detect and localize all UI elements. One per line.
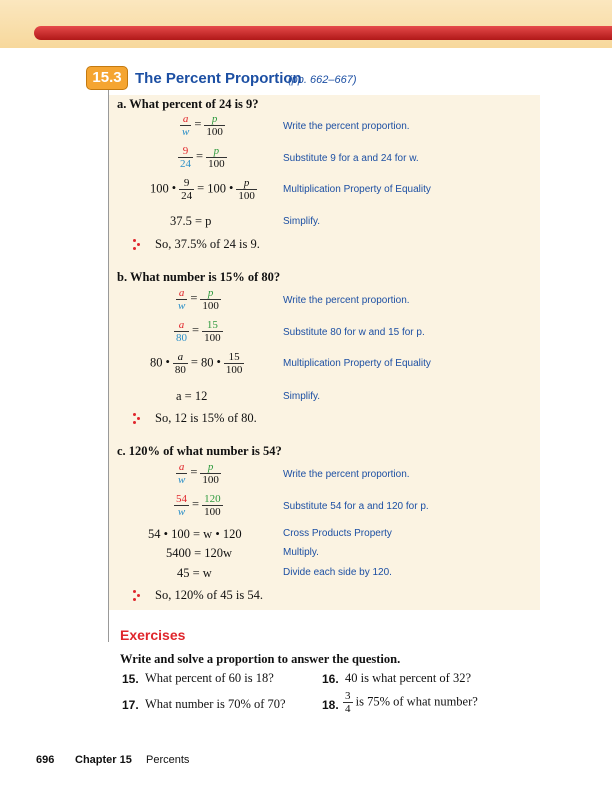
example-b-step-1: $\frac{a}{w}$ = $\frac{p}{100}$ xyxy=(178,287,219,312)
example-a-step-3-explanation: Multiplication Property of Equality xyxy=(283,184,431,195)
example-c-step-4: 5400 = 120w xyxy=(166,546,233,560)
example-a-answer: So, 37.5% of 24 is 9. xyxy=(155,237,260,251)
exercise-number: 15. xyxy=(122,672,139,686)
example-a-step-3: 100 • $\frac{9}{24}$ = 100 • $\frac{p}{100}$ xyxy=(150,177,255,202)
example-c-question: c. 120% of what number is 54? xyxy=(117,444,282,458)
section-badge: 15.3 xyxy=(86,66,128,90)
exercise-text: What percent of 60 is 18? xyxy=(145,671,274,685)
example-a-step-1-explanation: Write the percent proportion. xyxy=(283,121,410,132)
example-c-step-3-explanation: Cross Products Property xyxy=(283,528,392,539)
top-band xyxy=(0,0,612,48)
page-number: 696 xyxy=(36,754,55,766)
example-c-step-1-explanation: Write the percent proportion. xyxy=(283,469,410,480)
answer-arrow-icon xyxy=(133,590,141,602)
example-a-step-4-explanation: Simplify. xyxy=(283,216,321,227)
answer-arrow-icon xyxy=(133,239,141,251)
example-b-step-4-explanation: Simplify. xyxy=(283,391,321,402)
example-a-step-2-explanation: Substitute 9 for a and 24 for w. xyxy=(283,153,419,164)
example-b-answer: So, 12 is 15% of 80. xyxy=(155,411,257,425)
example-c-step-2-explanation: Substitute 54 for a and 120 for p. xyxy=(283,501,429,512)
exercise-18-text: $\frac{3}{4}$ is 75% of what number? xyxy=(345,690,478,715)
exercise-number: 18. xyxy=(322,698,339,712)
example-a-question: a. What percent of 24 is 9? xyxy=(117,97,259,111)
example-c-step-3: 54 • 100 = w • 120 xyxy=(148,527,242,541)
chapter-label: Chapter 15 xyxy=(75,754,132,766)
exercise-number: 17. xyxy=(122,698,139,712)
answer-arrow-icon xyxy=(133,413,141,425)
example-b-step-3: 80 • $\frac{a}{80}$ = 80 • $\frac{15}{100}$ xyxy=(150,351,243,376)
example-a-step-2: $\frac{9}{24}$ = $\frac{p}{100}$ xyxy=(180,145,225,170)
example-a-step-4: 37.5 = p xyxy=(170,214,212,228)
example-b-step-1-explanation: Write the percent proportion. xyxy=(283,295,410,306)
chapter-topic: Percents xyxy=(146,754,190,766)
exercises-heading: Exercises xyxy=(120,627,186,643)
exercises-instruction: Write and solve a proportion to answer the question. xyxy=(120,652,401,666)
example-c-step-2: $\frac{54}{w}$ = $\frac{120}{100}$ xyxy=(176,493,221,518)
example-a-step-1: $\frac{a}{w}$ = $\frac{p}{100}$ xyxy=(182,113,223,138)
page-reference: (pp. 662–667) xyxy=(288,74,357,86)
top-decorative-bar xyxy=(34,26,612,40)
example-b-step-3-explanation: Multiplication Property of Equality xyxy=(283,358,431,369)
example-c-step-1: $\frac{a}{w}$ = $\frac{p}{100}$ xyxy=(178,461,219,486)
example-b-step-2-explanation: Substitute 80 for w and 15 for p. xyxy=(283,327,425,338)
example-c-step-5-explanation: Divide each side by 120. xyxy=(283,567,392,578)
exercise-text: What number is 70% of 70? xyxy=(145,697,286,711)
margin-line xyxy=(108,82,109,642)
example-c-step-5: 45 = w xyxy=(177,566,212,580)
example-b-step-2: $\frac{a}{80}$ = $\frac{15}{100}$ xyxy=(176,319,221,344)
exercise-text: 40 is what percent of 32? xyxy=(345,671,472,685)
example-b-question: b. What number is 15% of 80? xyxy=(117,270,281,284)
example-c-answer: So, 120% of 45 is 54. xyxy=(155,588,263,602)
example-b-step-4: a = 12 xyxy=(176,389,208,403)
example-c-step-4-explanation: Multiply. xyxy=(283,547,319,558)
exercise-number: 16. xyxy=(322,672,339,686)
section-title: The Percent Proportion xyxy=(135,70,302,87)
